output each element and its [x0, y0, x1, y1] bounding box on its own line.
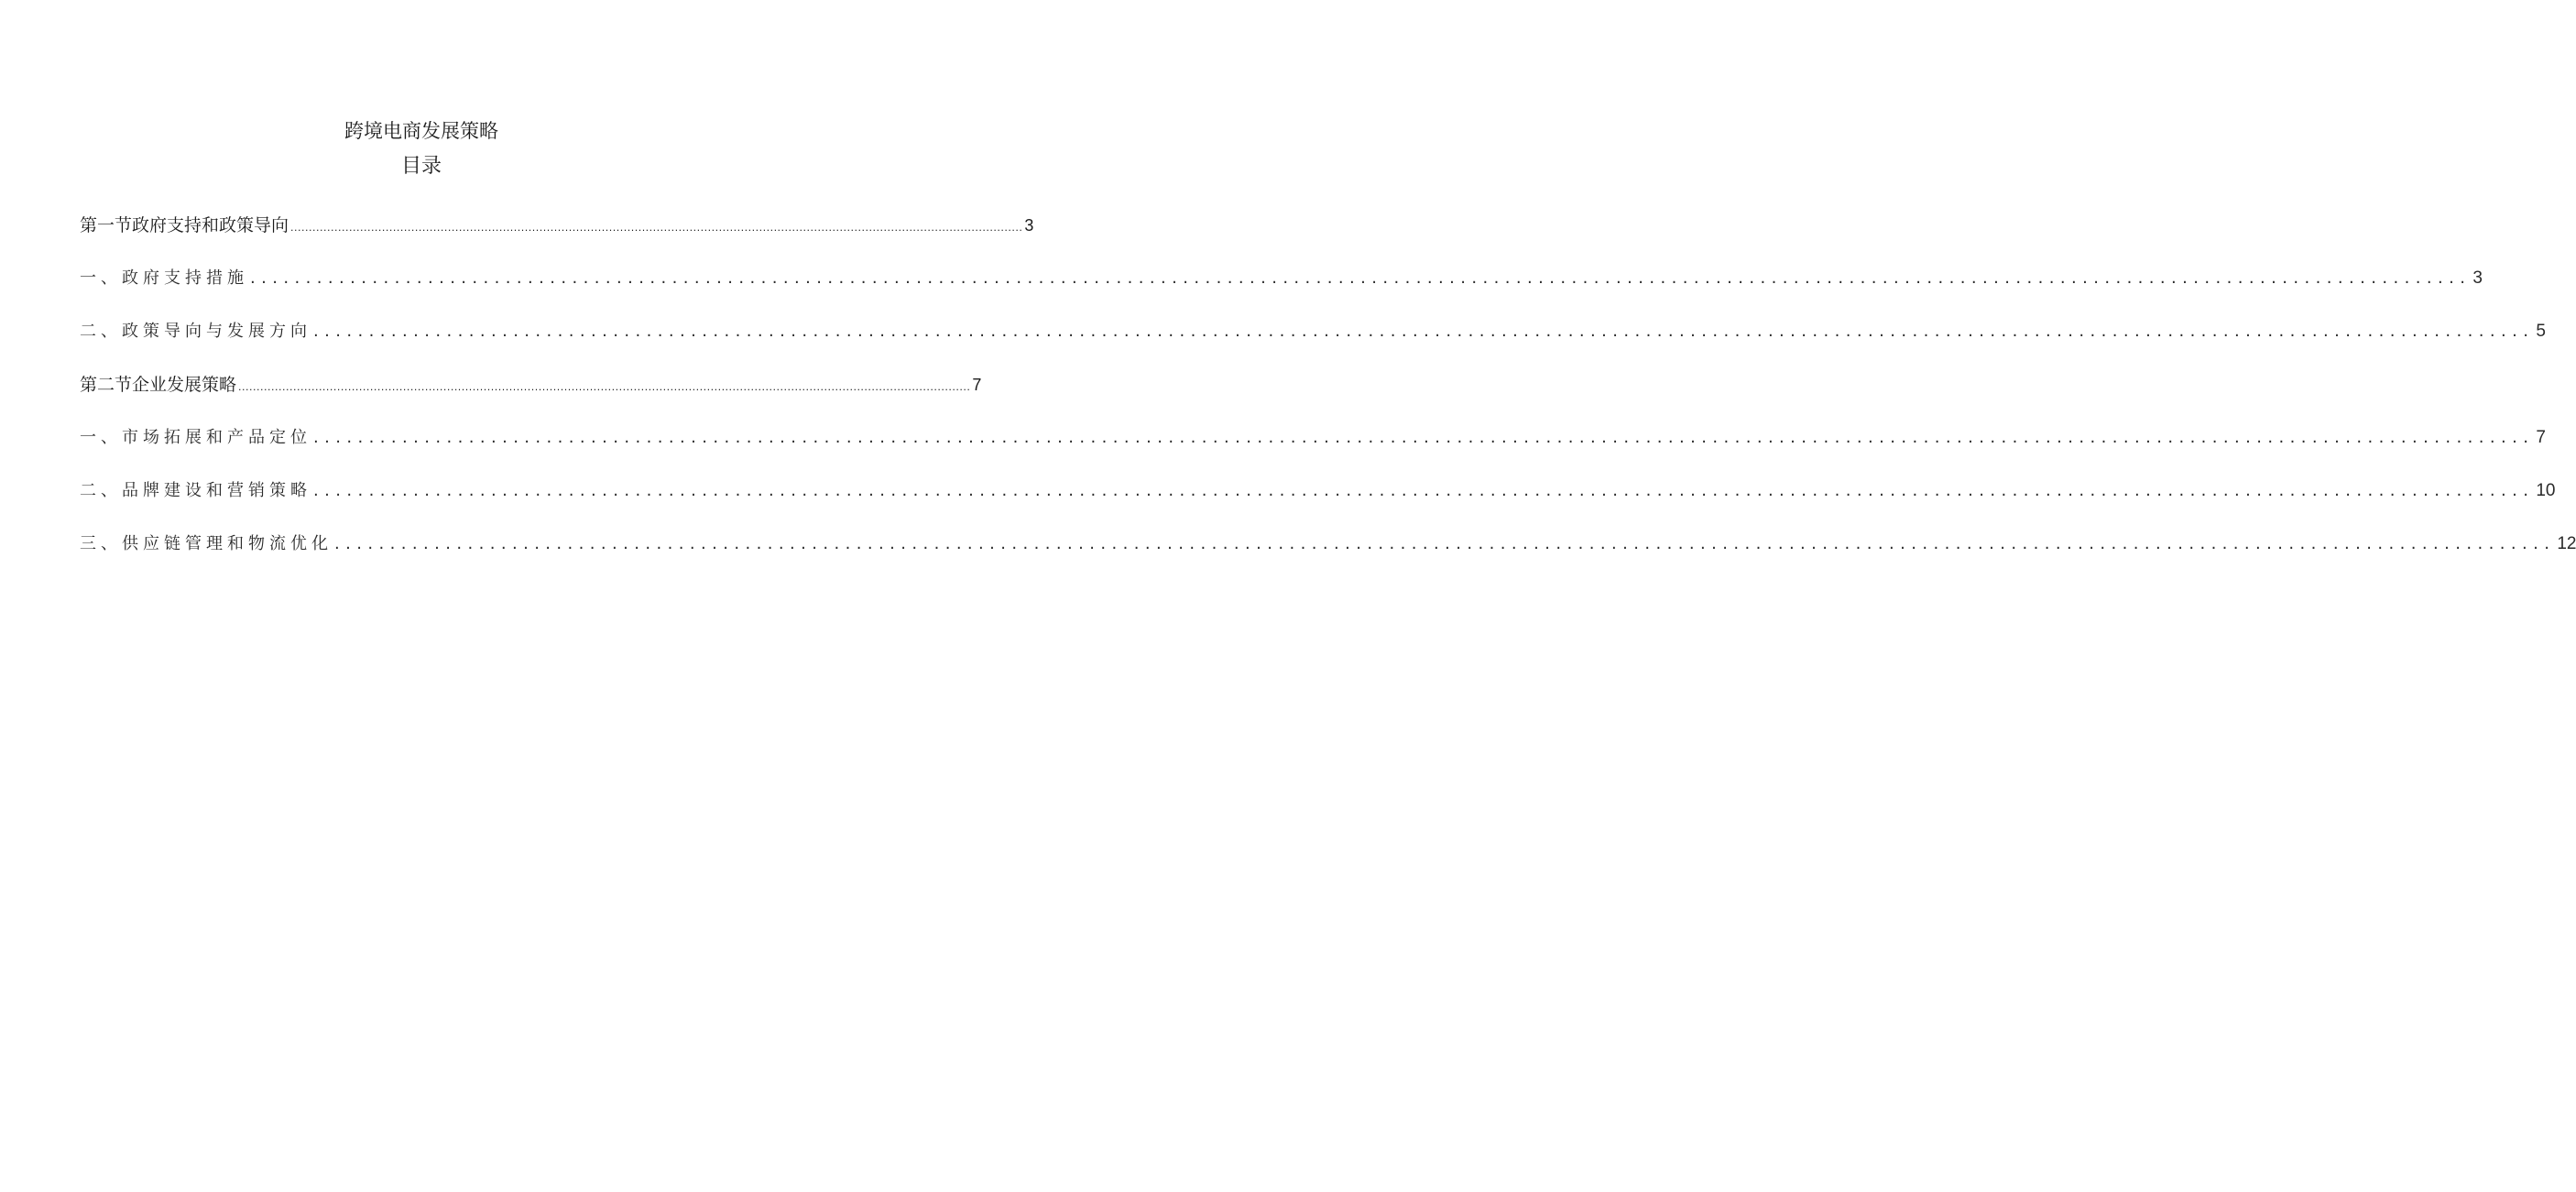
toc-entry-label: 二、品牌建设和营销策略 [80, 481, 311, 500]
toc-entry-market-expansion[interactable] [80, 421, 2546, 454]
toc-entry-label: 二、政策导向与发展方向 [80, 322, 311, 341]
toc-entry-label: 第二节企业发展策略 [80, 375, 237, 395]
document-title: 跨境电商发展策略 [344, 120, 498, 142]
toc-entry-label: 一、政府支持措施 [80, 268, 248, 288]
toc-entry-label: 第一节政府支持和政策导向 [80, 215, 289, 235]
toc-dot-leader: ........................................................................................................................................................................................................ [313, 428, 2535, 447]
toc-entry-section-1[interactable] [80, 209, 1034, 242]
toc-page-number: 12 [2557, 534, 2576, 553]
toc-dot-leader: ........................................................................................................................................................................................................ [313, 322, 2535, 341]
toc-page-number: 3 [2472, 268, 2483, 288]
toc-dot-leader: ........................................................................................................................................................................................................ [290, 222, 1023, 234]
toc-entry-section-2[interactable] [80, 368, 982, 401]
table-of-contents [80, 209, 2576, 581]
toc-page-number: 10 [2536, 481, 2556, 500]
toc-dot-leader: ........................................................................................................................................................................................................ [313, 481, 2535, 500]
toc-entry-supply-chain[interactable] [80, 528, 2576, 561]
toc-page-number: 7 [972, 376, 982, 394]
toc-entry-label: 三、供应链管理和物流优化 [80, 534, 333, 553]
toc-page-number: 7 [2536, 428, 2546, 447]
toc-entry-government-support[interactable] [80, 262, 2483, 295]
toc-dot-leader: ........................................................................................................................................................................................................ [238, 381, 971, 393]
toc-page-number: 5 [2536, 322, 2546, 341]
toc-entry-brand-building[interactable] [80, 475, 2556, 508]
toc-page-number: 3 [1024, 216, 1034, 235]
toc-entry-policy-direction[interactable] [80, 315, 2546, 348]
toc-heading: 目录 [400, 155, 442, 178]
toc-dot-leader: ........................................................................................................................................................................................................ [250, 268, 2472, 288]
toc-entry-label: 一、市场拓展和产品定位 [80, 428, 311, 447]
toc-dot-leader: ........................................................................................................................................................................................................ [334, 534, 2556, 553]
